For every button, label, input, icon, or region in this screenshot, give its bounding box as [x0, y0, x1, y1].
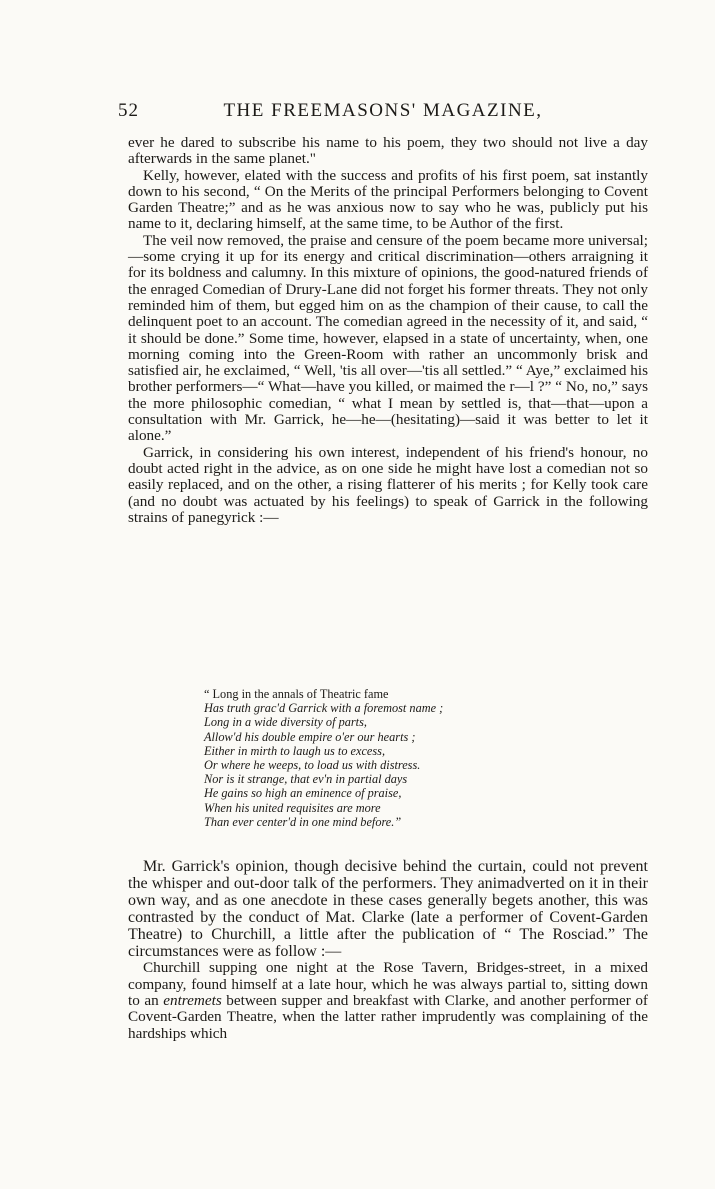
- paragraph-kelly-second-poem: Kelly, however, elated with the success and profits of his first poem, sat instantly down to his second, “ On the Merits of the principal Performers belonging to Covent Garden Theatre;” and as he was anxious now to say who he was, publicly put his name to it, declaring himself, at the same time, to be Author of the first.: [128, 166, 648, 233]
- paragraph-veil-removed: The veil now removed, the praise and censure of the poem became more universal;—some crying it up for its energy and critical discrimination—others arraigning it for its boldness and calumny. In this mixture of opinions, the good-natured friends of the enraged Comedian of Drury-Lane did not forget his former threats. They not only reminded him of them, but egged him on as the champion of their cause, to call the delinquent poet to an account. The comedian agreed in the necessity of it, and said, “ it should be done.” Some time, however, elapsed in a state of uncertainty, when, one morning coming into the Green-Room with rather an uncommonly brisk and satisfied air, he exclaimed, “ Well, 'tis all over—'tis all settled.” “ Aye,” exclaimed his brother performers—“ What—have you killed, or maimed the r—l ?” “ No, no,” says the more philosophic comedian, “ what I mean by settled is, that—that—upon a consultation with Mr. Garrick, he—he—(hesitating)—said it was better to let it alone.”: [128, 231, 648, 445]
- text-span: Churchill supping one night at the Rose Tavern, Bridges-street, in a mixed company, found himself at a late hour, which he was always partial to, sitting down to an: [128, 959, 648, 1010]
- italic-word: entremets: [163, 992, 222, 1010]
- poem-line: When his united requisites are more: [204, 800, 381, 815]
- poem-line: “ Long in the annals of Theatric fame: [204, 687, 389, 701]
- poem-line: Nor is it strange, that ev'n in partial days: [204, 772, 408, 787]
- page-number: 52: [118, 100, 139, 121]
- poem-line: Has truth grac'd Garrick with a foremost name ;: [204, 701, 444, 716]
- running-title: THE FREEMASONS' MAGAZINE,: [223, 100, 543, 121]
- paragraph-garrick-interest: Garrick, in considering his own interest, independent of his friend's honour, no doubt acted right in the advice, as on one side he might have lost a comedian not so easily replaced, and on the other, a rising flatterer of his merits ; for Kelly took care (and no doubt was actuated by his feelings) to speak of Garrick in the following strains of panegyrick :—: [128, 443, 648, 526]
- poem-line: Either in mirth to laugh us to excess,: [204, 743, 386, 758]
- paragraph-garrick-opinion: Mr. Garrick's opinion, though decisive behind the curtain, could not prevent the whisper and out-door talk of the performers. They animadverted on it in their own way, and as one anecdote in these cases generally begets another, this was contrasted by the conduct of Mat. Clarke (late a performer of Covent-Garden Theatre) to Churchill, a little after the publication of “ The Rosciad.” The circumstances were as follow :—: [128, 858, 648, 960]
- paragraph-churchill-supping: [128, 960, 648, 1041]
- poem-line: He gains so high an eminence of praise,: [204, 786, 402, 801]
- text-span: between supper and breakfast with Clarke, and another performer of Covent-Garden Theatre, when the latter rather imprudently was complaining of the hardships which: [128, 992, 648, 1042]
- poem-quotation: [204, 687, 534, 829]
- poem-line: Or where he weeps, to load us with distress.: [204, 758, 421, 773]
- poem-line: Allow'd his double empire o'er our hearts ;: [204, 729, 416, 744]
- body-text-upper: [128, 135, 648, 526]
- poem-line: Than ever center'd in one mind before.”: [204, 814, 402, 829]
- poem-line: Long in a wide diversity of parts,: [204, 715, 367, 730]
- page-header: [118, 100, 648, 130]
- paragraph-continuation: ever he dared to subscribe his name to his poem, they two should not live a day afterwards in the same planet.": [128, 134, 648, 168]
- body-text-lower: [128, 859, 648, 1042]
